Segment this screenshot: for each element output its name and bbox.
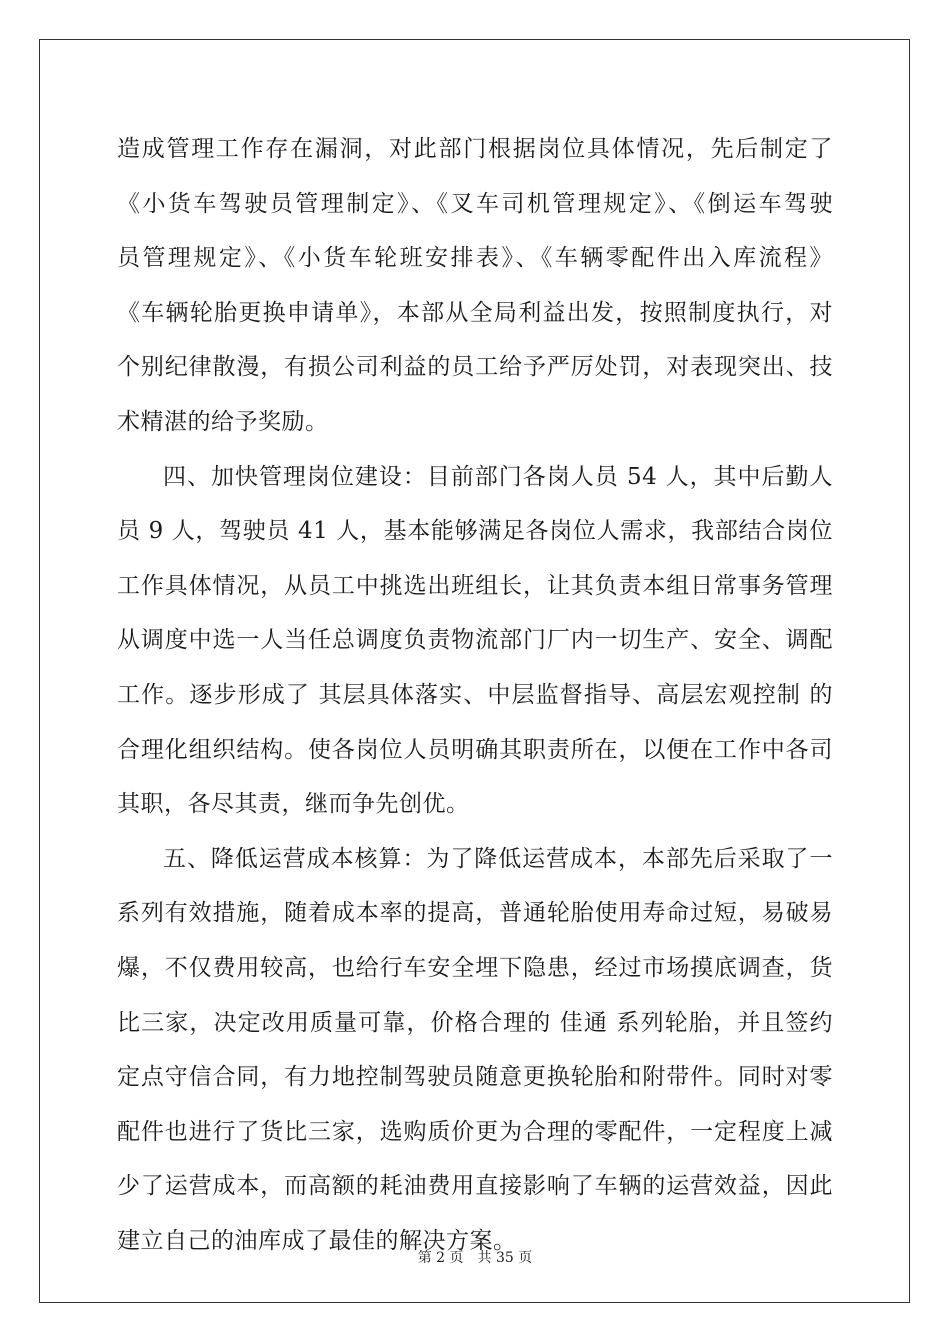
text-line: 系列有效措施，随着成本率的提高，普通轮胎使用寿命过短，易破易 — [117, 900, 833, 927]
text-line: 四、加快管理岗位建设：目前部门各岗人员 54 人，其中后勤人 — [163, 463, 833, 490]
text-line: 造成管理工作存在漏洞，对此部门根据岗位具体情况，先后制定了 — [117, 136, 833, 162]
text-line: 爆，不仅费用较高，也给行车安全埋下隐患，经过市场摸底调查，货 — [117, 954, 833, 981]
text-line: 五、降低运营成本核算：为了降低运营成本，本部先后采取了一 — [163, 845, 833, 872]
text-line: 其职，各尽其责，继而争先创优。 — [117, 791, 470, 818]
text-line: 比三家，决定改用质量可靠，价格合理的 佳通 系列轮胎，并且签约 — [117, 1009, 833, 1036]
text-line: 从调度中选一人当任总调度负责物流部门厂内一切生产、安全、调配 — [117, 627, 833, 654]
text-line: 个别纪律散漫，有损公司利益的员工给予严厉处罚，对表现突出、技 — [117, 354, 833, 381]
document-body — [117, 122, 833, 1268]
text-line: 工作。逐步形成了 其层具体落实、中层监督指导、高层宏观控制 的 — [117, 681, 833, 708]
text-line: 《车辆轮胎更换申请单》，本部从全局利益出发，按照制度执行，对 — [117, 299, 833, 326]
text-line: 配件也进行了货比三家，选购质价更为合理的零配件，一定程度上减 — [117, 1118, 833, 1145]
text-line: 少了运营成本，而高额的耗油费用直接影响了车辆的运营效益，因此 — [117, 1173, 833, 1200]
text-line: 合理化组织结构。使各岗位人员明确其职责所在，以便在工作中各司 — [117, 736, 833, 763]
text-line: 《小货车驾驶员管理制定》、《叉车司机管理规定》、《倒运车驾驶 — [117, 190, 833, 217]
page-number-footer: 第 2 页 共 35 页 — [417, 1250, 533, 1266]
text-line: 术精湛的给予奖励。 — [117, 408, 329, 435]
text-line: 定点守信合同，有力地控制驾驶员随意更换轮胎和附带件。同时对零 — [117, 1064, 833, 1091]
text-line: 建立自己的油库成了最佳的解决方案。 — [117, 1227, 517, 1254]
text-line: 工作具体情况，从员工中挑选出班组长，让其负责本组日常事务管理 — [117, 572, 833, 599]
text-line: 员 9 人，驾驶员 41 人，基本能够满足各岗位人需求，我部结合岗位 — [117, 518, 833, 545]
text-line: 员管理规定》、《小货车轮班安排表》、《车辆零配件出入库流程》 — [117, 245, 833, 272]
